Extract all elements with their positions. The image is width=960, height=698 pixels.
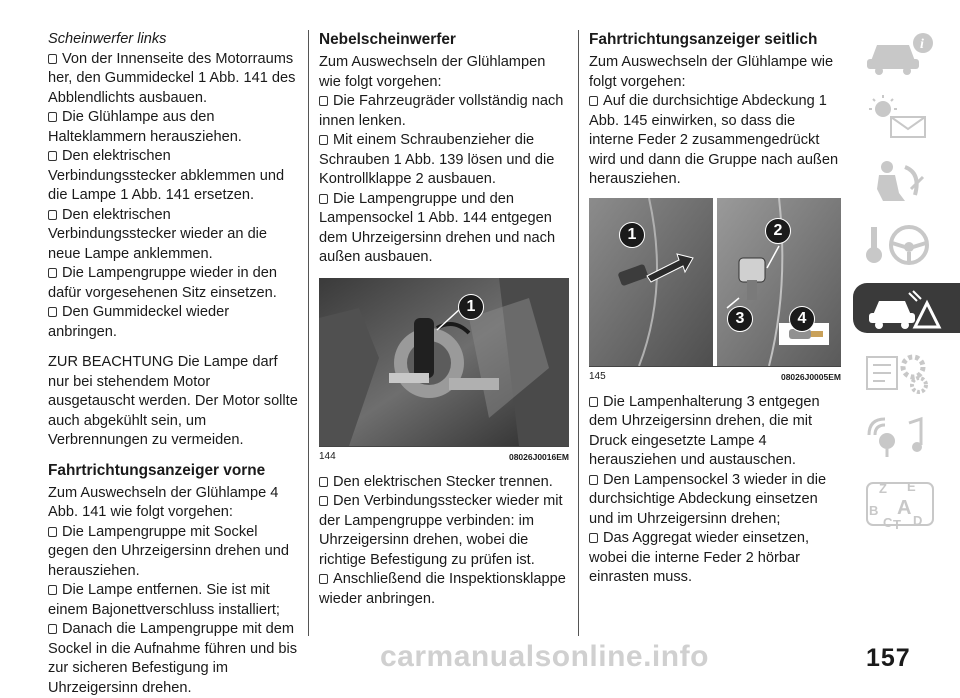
list-item: [319, 92, 569, 131]
intro-text: Zum Auswechseln der Glühlampe 4 Abb. 141 wie folgt vorgehen:: [48, 484, 300, 523]
list-item-text: Den Gummideckel wieder anbringen.: [48, 304, 229, 340]
list-item-text: Auf die durchsichtige Abdeckung 1 Abb. 145 einwirken, so dass die interne Feder 2 zusammengedrückt wird und dann die Gruppe nach außen herausziehen.: [589, 93, 838, 187]
checkbox-bullet-icon: [48, 210, 57, 220]
side-indicator-photo: [589, 198, 841, 366]
multimedia-icon: [865, 415, 935, 459]
checkbox-bullet-icon: [319, 194, 328, 204]
figure-caption: [589, 366, 841, 387]
checkbox-bullet-icon: [589, 533, 598, 543]
section-heading: Fahrtrichtungsanzeiger seitlich: [589, 30, 841, 50]
car-info-icon: [865, 31, 935, 75]
list-item-text: Von der Innenseite des Motorraums her, den Gummideckel 1 Abb. 141 des Abblendlichts ausbauen.: [48, 51, 295, 106]
list-item-text: Anschließend die Inspektionsklappe wieder anbringen.: [319, 571, 566, 607]
index-letter: D: [913, 513, 922, 528]
index-letter: B: [869, 503, 878, 518]
sidebar-item-index[interactable]: [853, 475, 953, 525]
list-item-text: Das Aggregat wieder einsetzen, wobei die interne Feder 2 hörbar einrasten muss.: [589, 530, 809, 585]
fog-lamp-photo: [319, 278, 569, 446]
list-item-text: Danach die Lampengruppe mit dem Sockel in die Aufnahme führen und bis zur sicheren Befestigung im Uhrzeigersinn drehen.: [48, 621, 297, 696]
fog-lamp-illustration: [319, 278, 569, 446]
list-item: [319, 190, 569, 268]
list-item: [319, 473, 569, 493]
list-item: [589, 92, 841, 190]
index-letter: Z: [879, 481, 887, 496]
list-item: [48, 523, 300, 582]
figure-code: 08026J0016EM: [509, 447, 569, 467]
list-item: [589, 471, 841, 530]
checkbox-bullet-icon: [48, 585, 57, 595]
checkbox-bullet-icon: [319, 135, 328, 145]
checkbox-bullet-icon: [319, 574, 328, 584]
list-item-text: Die Lampengruppe mit Sockel gegen den Uhrzeigersinn drehen und herausziehen.: [48, 524, 289, 579]
chapter-sidebar: [853, 27, 960, 539]
column-left: [48, 0, 300, 698]
page-number: 157: [866, 644, 911, 673]
bullet-list: [48, 523, 300, 698]
warning-lights-icon: [865, 95, 935, 139]
callout-4: 4: [789, 306, 815, 332]
list-item-text: Den Verbindungsstecker wieder mit der Lampengruppe verbinden: im Uhrzeigersinn drehen, wobei die richtige Befestigung zu prüfen ist.: [319, 493, 563, 568]
list-item: [48, 264, 300, 303]
list-item: [48, 147, 300, 206]
index-letter: E: [907, 479, 916, 494]
checkbox-bullet-icon: [48, 112, 57, 122]
checkbox-bullet-icon: [319, 96, 328, 106]
list-item-text: Die Fahrzeugräder vollständig nach innen lenken.: [319, 93, 563, 129]
checkbox-bullet-icon: [589, 96, 598, 106]
list-item: [589, 393, 841, 471]
list-item-text: Den elektrischen Verbindungsstecker wieder an die neue Lampe anklemmen.: [48, 207, 267, 262]
section-heading: Nebelscheinwerfer: [319, 30, 569, 50]
bullet-list: [589, 393, 841, 588]
column-divider: [308, 30, 309, 636]
sidebar-item-car-breakdown[interactable]: [853, 283, 960, 333]
list-item: [319, 492, 569, 570]
sidebar-item-car-info[interactable]: [853, 27, 953, 77]
list-item: [48, 581, 300, 620]
list-item: [48, 206, 300, 265]
checkbox-bullet-icon: [48, 527, 57, 537]
intro-text: Zum Auswechseln der Glühlampe wie folgt vorgehen:: [589, 53, 841, 92]
index-letter: A: [897, 497, 911, 520]
bullet-list: [319, 92, 569, 268]
figure-144: [319, 278, 569, 467]
checkbox-bullet-icon: [48, 307, 57, 317]
callout-1: 1: [619, 222, 645, 248]
list-item-text: Den Lampensockel 3 wieder in die durchsichtige Abdeckung einsetzen und im Uhrzeigersinn drehen;: [589, 472, 826, 527]
checkbox-bullet-icon: [48, 151, 57, 161]
car-breakdown-icon: [865, 287, 945, 331]
figure-number: 145: [589, 367, 606, 387]
footer-watermark: carmanualsonline.info: [380, 640, 709, 674]
bullet-list: [589, 92, 841, 190]
key-steering-icon: [865, 223, 935, 267]
list-item: [319, 131, 569, 190]
list-item-text: Die Lampenhalterung 3 entgegen dem Uhrzeigersinn drehen, die mit Druck eingesetzte Lampe 4 herausziehen und austauschen.: [589, 394, 820, 469]
list-item: [48, 108, 300, 147]
list-item-text: Die Lampe entfernen. Sie ist mit einem Bajonettverschluss installiert;: [48, 582, 280, 618]
list-item: [589, 529, 841, 588]
checkbox-bullet-icon: [48, 54, 57, 64]
callout-2: 2: [765, 218, 791, 244]
figure-caption: [319, 446, 569, 467]
checkbox-bullet-icon: [319, 477, 328, 487]
index-letter: T: [893, 517, 901, 532]
list-item-text: Die Glühlampe aus den Halteklammern herausziehen.: [48, 109, 242, 145]
checkbox-bullet-icon: [589, 475, 598, 485]
note-text: ZUR BEACHTUNG Die Lampe darf nur bei stehendem Motor ausgetauscht werden. Der Motor sollte auch abgekühlt sein, um Verbrennungen zu vermeiden.: [48, 353, 300, 451]
sidebar-item-warning-lights[interactable]: [853, 91, 953, 141]
list-item: [48, 620, 300, 698]
bullet-list: [319, 473, 569, 610]
list-item-text: Den elektrischen Verbindungsstecker abklemmen und die Lampe 1 Abb. 141 ersetzen.: [48, 148, 284, 203]
checkbox-bullet-icon: [319, 496, 328, 506]
checkbox-bullet-icon: [48, 268, 57, 278]
list-item-text: Die Lampengruppe und den Lampensockel 1 Abb. 144 entgegen dem Uhrzeigersinn drehen und nach außen ausbauen.: [319, 191, 555, 266]
column-divider: [578, 30, 579, 636]
figure-number: 144: [319, 447, 336, 467]
list-item: [48, 303, 300, 342]
service-gears-icon: [865, 351, 935, 395]
seat-airbag-icon: [865, 159, 935, 203]
list-item-text: Den elektrischen Stecker trennen.: [333, 474, 553, 490]
list-item: [48, 50, 300, 109]
section-heading: Fahrtrichtungsanzeiger vorne: [48, 461, 300, 481]
index-letter: C: [883, 515, 892, 530]
column-right: [589, 0, 841, 588]
list-item-text: Die Lampengruppe wieder in den dafür vorgesehenen Sitz einsetzen.: [48, 265, 277, 301]
checkbox-bullet-icon: [48, 624, 57, 634]
callout-1: 1: [458, 294, 484, 320]
checkbox-bullet-icon: [589, 397, 598, 407]
figure-code: 08026J0005EM: [781, 367, 841, 387]
sidebar-item-service-gears[interactable]: [853, 347, 953, 397]
sidebar-item-multimedia[interactable]: [853, 411, 953, 461]
figure-145: [589, 198, 841, 387]
sidebar-item-key-steering[interactable]: [853, 219, 953, 269]
sidebar-item-seat-airbag[interactable]: [853, 155, 953, 205]
list-item: [319, 570, 569, 609]
callout-3: 3: [727, 306, 753, 332]
column-middle: [319, 0, 569, 609]
svg-text:i: i: [920, 37, 924, 52]
intro-text: Zum Auswechseln der Glühlampen wie folgt vorgehen:: [319, 53, 569, 92]
list-item-text: Mit einem Schraubenzieher die Schrauben 1 Abb. 139 lösen und die Kontrollklappe 2 ausbauen.: [319, 132, 554, 187]
bullet-list: [48, 50, 300, 343]
section-subtitle: Scheinwerfer links: [48, 30, 300, 50]
